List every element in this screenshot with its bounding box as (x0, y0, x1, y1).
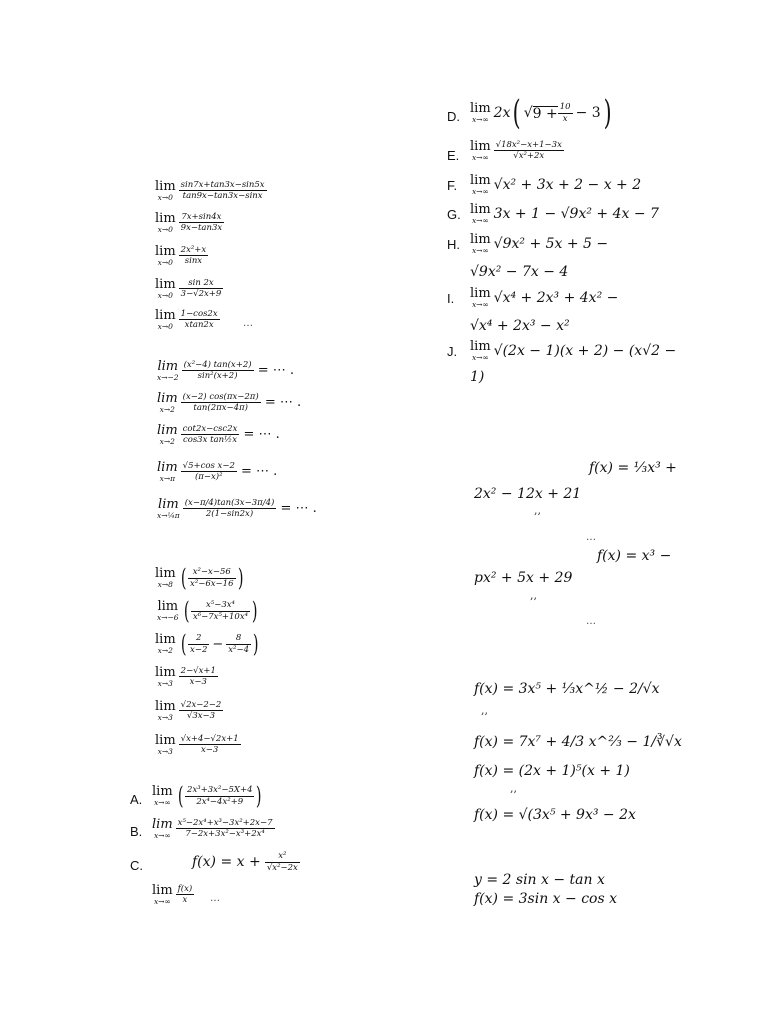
denominator: xtan2x (184, 320, 214, 331)
denominator: sin²(x+2) (197, 371, 238, 382)
denominator: 7−2x+3x²−x³+2x⁴ (185, 829, 265, 840)
function-definition (192, 852, 300, 872)
numerator: (x−2) cos(πx−2π) (182, 391, 259, 402)
denominator: √x²+2x (513, 151, 545, 162)
quote-mark: ,, (530, 589, 537, 602)
right-paren: ) (251, 597, 258, 625)
limit-expression (152, 884, 194, 906)
ellipsis: … (586, 616, 597, 627)
lim-word: lim (155, 566, 176, 582)
function-definition: f(x) = (2x + 1)⁵(x + 1) (474, 763, 630, 779)
item-label-j: J. (447, 344, 458, 359)
numerator: 2x²+x (180, 244, 207, 255)
numerator: 2−√x+1 (180, 665, 216, 676)
lim-subscript: x→0 (157, 291, 173, 300)
function-text: f(x) = x + (192, 854, 261, 870)
lim-word: lim (155, 665, 176, 680)
lim-subscript: x→2 (157, 646, 173, 656)
function-definition: f(x) = 3x⁵ + ⅓x^½ − 2/√x (474, 681, 660, 697)
lim-subscript: x→∞ (471, 246, 489, 255)
left-paren: ( (180, 630, 187, 658)
function-definition: f(x) = x³ − (597, 548, 672, 564)
limit-body: 3x + 1 − √9x² + 4x − 7 (493, 205, 659, 222)
limit-expression (157, 461, 277, 483)
denominator: x (562, 113, 568, 124)
item-label-e: E. (447, 148, 460, 163)
numerator: f(x) (177, 883, 193, 894)
limit-expression (155, 666, 218, 688)
equals-dots: = ⋯ . (264, 395, 302, 411)
lim-subscript: x→0 (157, 225, 173, 234)
denominator: sinx (184, 256, 203, 267)
denominator: 2(1−sin2x) (205, 509, 254, 520)
denominator: x−2 (190, 644, 208, 655)
denominator: √3x−3 (186, 711, 216, 722)
limit-body: √x² + 3x + 2 − x + 2 (493, 176, 642, 193)
limit-expression (470, 233, 608, 255)
limit-body: √9x² + 5x + 5 − (493, 235, 609, 252)
numerator: (x−π/4)tan(3x−3π/4) (184, 497, 275, 508)
radical-sign: √ (523, 105, 533, 121)
limit-expression (470, 140, 564, 162)
denominator: 3−√2x+9 (180, 289, 222, 300)
function-definition-continued: px² + 5x + 29 (474, 570, 573, 586)
lim-subscript: x→∞ (471, 216, 489, 225)
lim-word: lim (152, 817, 173, 832)
coefficient: 2x (493, 105, 511, 121)
equals-dots: = ⋯ . (241, 464, 278, 480)
lim-subscript: x→2 (159, 405, 175, 414)
numerator: √x+4−√2x+1 (180, 733, 239, 744)
ellipsis: … (586, 532, 597, 543)
limit-expression (157, 360, 294, 382)
lim-word: lim (155, 308, 176, 323)
lim-word: lim (152, 883, 173, 898)
ellipsis: … (243, 318, 254, 329)
right-paren: ) (256, 782, 262, 810)
minus-sign: − (212, 636, 224, 652)
function-definition: y = 2 sin x − tan x (474, 872, 605, 888)
lim-word: lim (155, 244, 176, 259)
lim-subscript: x→∞ (471, 187, 489, 196)
lim-subscript: x→∞ (471, 115, 489, 125)
left-paren: ( (183, 597, 190, 625)
lim-word: lim (157, 359, 179, 374)
item-label-h: H. (447, 237, 460, 252)
function-definition: f(x) = 7x⁷ + 4/3 x^⅔ − 1/∛√x (474, 734, 682, 750)
lim-word: lim (155, 733, 176, 748)
lim-word: lim (155, 699, 176, 714)
lim-word: lim (157, 391, 178, 406)
lim-subscript: x→−2 (157, 373, 179, 382)
denominator: x⁶−7x⁵+10x⁴ (192, 611, 249, 622)
quote-mark: ,, (534, 504, 541, 517)
ellipsis: … (210, 893, 221, 904)
lim-word: lim (155, 179, 176, 194)
limit-expression (152, 784, 264, 808)
function-definition: f(x) = √(3x⁵ + 9x³ − 2x (474, 807, 636, 823)
function-definition: f(x) = ⅓x³ + (589, 460, 677, 476)
denominator: tan9x−tan3x−sinx (182, 191, 263, 202)
numerator: √2x−2−2 (180, 699, 222, 710)
right-paren: ) (237, 564, 243, 592)
left-paren: ( (513, 93, 522, 133)
numerator: 8 (226, 634, 251, 645)
numerator: x⁵−2x⁴+x³−3x²+2x−7 (177, 817, 273, 828)
limit-expression (155, 566, 245, 590)
limit-expression (470, 287, 618, 309)
lim-subscript: x→0 (157, 258, 173, 267)
limit-expression (155, 278, 223, 300)
lim-subscript: x→∞ (153, 897, 171, 906)
lim-subscript: x→∞ (153, 831, 171, 840)
lim-subscript: x→8 (157, 580, 173, 590)
function-definition: f(x) = 3sin x − cos x (474, 891, 617, 907)
item-label-c: C. (130, 858, 143, 873)
numerator: 1−cos2x (180, 308, 218, 319)
lim-word: lim (470, 173, 491, 188)
numerator: √18x²−x+1−3x (495, 139, 562, 150)
equals-dots: = ⋯ . (280, 501, 317, 517)
lim-word: lim (470, 232, 491, 247)
denominator: cos3x tan½x (182, 435, 238, 446)
left-paren: ( (177, 782, 184, 810)
expression-tail: − 3 (575, 105, 601, 121)
limit-body-continued: √x⁴ + 2x³ − x² (470, 318, 570, 334)
lim-subscript: x→3 (157, 713, 173, 722)
denominator: x²−6x−16 (190, 578, 234, 589)
limit-expression (155, 245, 208, 267)
equals-dots: = ⋯ . (243, 427, 280, 443)
lim-subscript: x→3 (157, 679, 173, 688)
item-label-i: I. (447, 291, 455, 306)
numerator: x²−x−56 (188, 568, 235, 579)
lim-word: lim (155, 632, 176, 648)
limit-expression (155, 700, 223, 722)
lim-word: lim (158, 497, 179, 512)
limit-expression (155, 212, 224, 234)
numerator: sin7x+tan3x−sin5x (180, 179, 265, 190)
item-label-d: D. (447, 109, 460, 124)
radicand: 9 + (532, 105, 558, 122)
limit-expression (157, 498, 317, 520)
limit-body: √x⁴ + 2x³ + 4x² − (493, 289, 619, 306)
denominator: x−3 (189, 677, 207, 688)
numerator: sin 2x (179, 279, 224, 290)
lim-subscript: x→3 (157, 747, 173, 756)
limit-expression (157, 599, 259, 623)
denominator: x²−4 (228, 644, 249, 655)
lim-word: lim (155, 277, 176, 292)
limit-expression (155, 734, 241, 756)
lim-subscript: x→0 (157, 193, 173, 202)
quote-mark: ,, (510, 782, 517, 795)
limit-expression (470, 93, 614, 133)
denominator: x−3 (201, 745, 219, 756)
lim-subscript: x→2 (159, 437, 175, 446)
limit-body: √(2x − 1)(x + 2) − (x√2 − (493, 342, 677, 359)
lim-word: lim (470, 101, 491, 117)
lim-subscript: x→0 (157, 322, 173, 331)
numerator: (x²−4) tan(x+2) (183, 359, 252, 370)
denominator: tan(2πx−4π) (193, 403, 248, 414)
function-definition-continued: 2x² − 12x + 21 (474, 486, 582, 502)
left-paren: ( (180, 564, 187, 592)
limit-expression (470, 203, 659, 225)
numerator: cot2x−csc2x (182, 423, 238, 434)
lim-subscript: x→∞ (471, 353, 489, 362)
limit-expression (155, 632, 260, 656)
numerator: 2x³+3x²−5X+4 (187, 785, 253, 795)
numerator: 10 (559, 102, 571, 112)
lim-subscript: x→−6 (157, 613, 179, 623)
limit-body-continued: 1) (470, 369, 485, 385)
lim-word: lim (470, 202, 491, 217)
quote-mark: ,, (481, 704, 488, 717)
item-label-a: A. (130, 792, 143, 807)
lim-word: lim (157, 599, 179, 615)
denominator: 9x−tan3x (180, 223, 223, 234)
lim-word: lim (470, 286, 491, 301)
denominator: √x²−2x (266, 862, 298, 873)
numerator: √5+cos x−2 (182, 460, 235, 471)
numerator: x⁵−3x⁴ (191, 601, 250, 612)
denominator: x (182, 895, 188, 906)
right-paren: ) (603, 93, 612, 133)
lim-subscript: x→∞ (471, 153, 489, 162)
limit-expression (155, 180, 267, 202)
numerator: 2 (188, 634, 209, 645)
lim-subscript: x→¼π (157, 511, 180, 520)
limit-expression (470, 340, 676, 362)
lim-subscript: x→∞ (471, 300, 489, 309)
lim-word: lim (470, 339, 491, 354)
limit-body-continued: √9x² − 7x − 4 (470, 264, 569, 280)
lim-word: lim (155, 211, 176, 226)
limit-expression (157, 424, 280, 446)
denominator: (π−x)² (194, 472, 223, 483)
item-label-b: B. (130, 824, 143, 839)
lim-subscript: x→π (159, 474, 176, 483)
item-label-f: F. (447, 178, 458, 193)
limit-expression (157, 392, 301, 414)
lim-word: lim (157, 423, 178, 438)
lim-subscript: x→∞ (153, 798, 171, 808)
equals-dots: = ⋯ . (257, 363, 294, 379)
lim-word: lim (157, 460, 178, 475)
limit-expression (152, 818, 275, 840)
limit-expression (155, 309, 220, 331)
right-paren: ) (252, 630, 259, 658)
item-label-g: G. (447, 207, 461, 222)
limit-expression (470, 174, 641, 196)
lim-word: lim (470, 139, 491, 154)
lim-word: lim (152, 784, 173, 800)
denominator: 2x⁴−4x²+9 (196, 796, 244, 807)
numerator: 7x+sin4x (179, 213, 224, 224)
numerator: x² (265, 852, 300, 863)
